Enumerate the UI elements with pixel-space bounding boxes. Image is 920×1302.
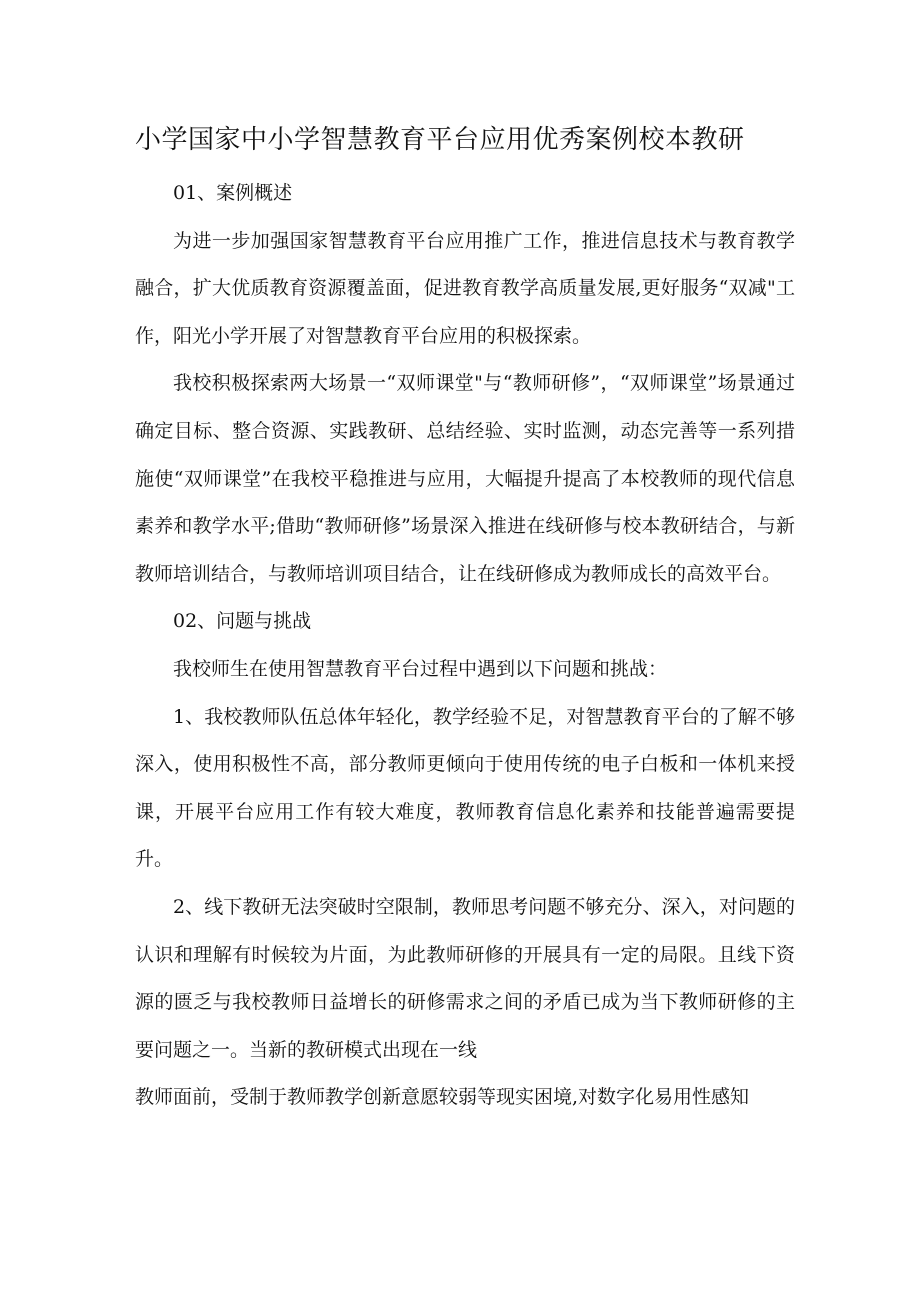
document-title: 小学国家中小学智慧教育平台应用优秀案例校本教研	[135, 125, 745, 155]
section-heading-overview: 01、案例概述	[173, 182, 293, 204]
document-body	[135, 170, 795, 1122]
paragraph: 我校师生在使用智慧教育平台过程中遇到以下问题和挑战：	[173, 657, 668, 680]
paragraph-continuation: 教师面前，受制于教师教学创新意愿较弱等现实困境,对数字化易用性感知	[135, 1086, 750, 1109]
paragraph: 为进一步加强国家智慧教育平台应用推广工作，推进信息技术与教育教学融合，扩大优质教育资源覆盖面，促进教育教学高质量发展,更好服务“双减"工作，阳光小学开展了对智慧教育平台应用的积极探索。	[135, 229, 795, 347]
list-item: 1、我校教师队伍总体年轻化，教学经验不足，对智慧教育平台的了解不够深入，使用积极性不高，部分教师更倾向于使用传统的电子白板和一体机来授课，开展平台应用工作有较大难度，教师教育信息化素养和技能普遍需要提升。	[135, 705, 795, 871]
section-heading-challenges: 02、问题与挑战	[173, 610, 312, 633]
list-item: 2、线下教研无法突破时空限制，教师思考问题不够充分、深入，对问题的认识和理解有时候较为片面，为此教师研修的开展具有一定的局限。且线下资源的匮乏与我校教师日益增长的研修需求之间的矛盾已成为当下教师研修的主要问题之一。当新的教研模式出现在一线	[135, 895, 795, 1061]
paragraph: 我校积极探索两大场景一“双师课堂"与“教师研修”，“双师课堂”场景通过确定目标、整合资源、实践教研、总结经验、实时监测，动态完善等一系列措施使“双师课堂”在我校平稳推进与应用，大幅提升提高了本校教师的现代信息素养和教学水平;借助“教师研修”场景深入推进在线研修与校本教研结合，与新教师培训结合，与教师培训项目结合，让在线研修成为教师成长的高效平台。	[135, 372, 795, 585]
